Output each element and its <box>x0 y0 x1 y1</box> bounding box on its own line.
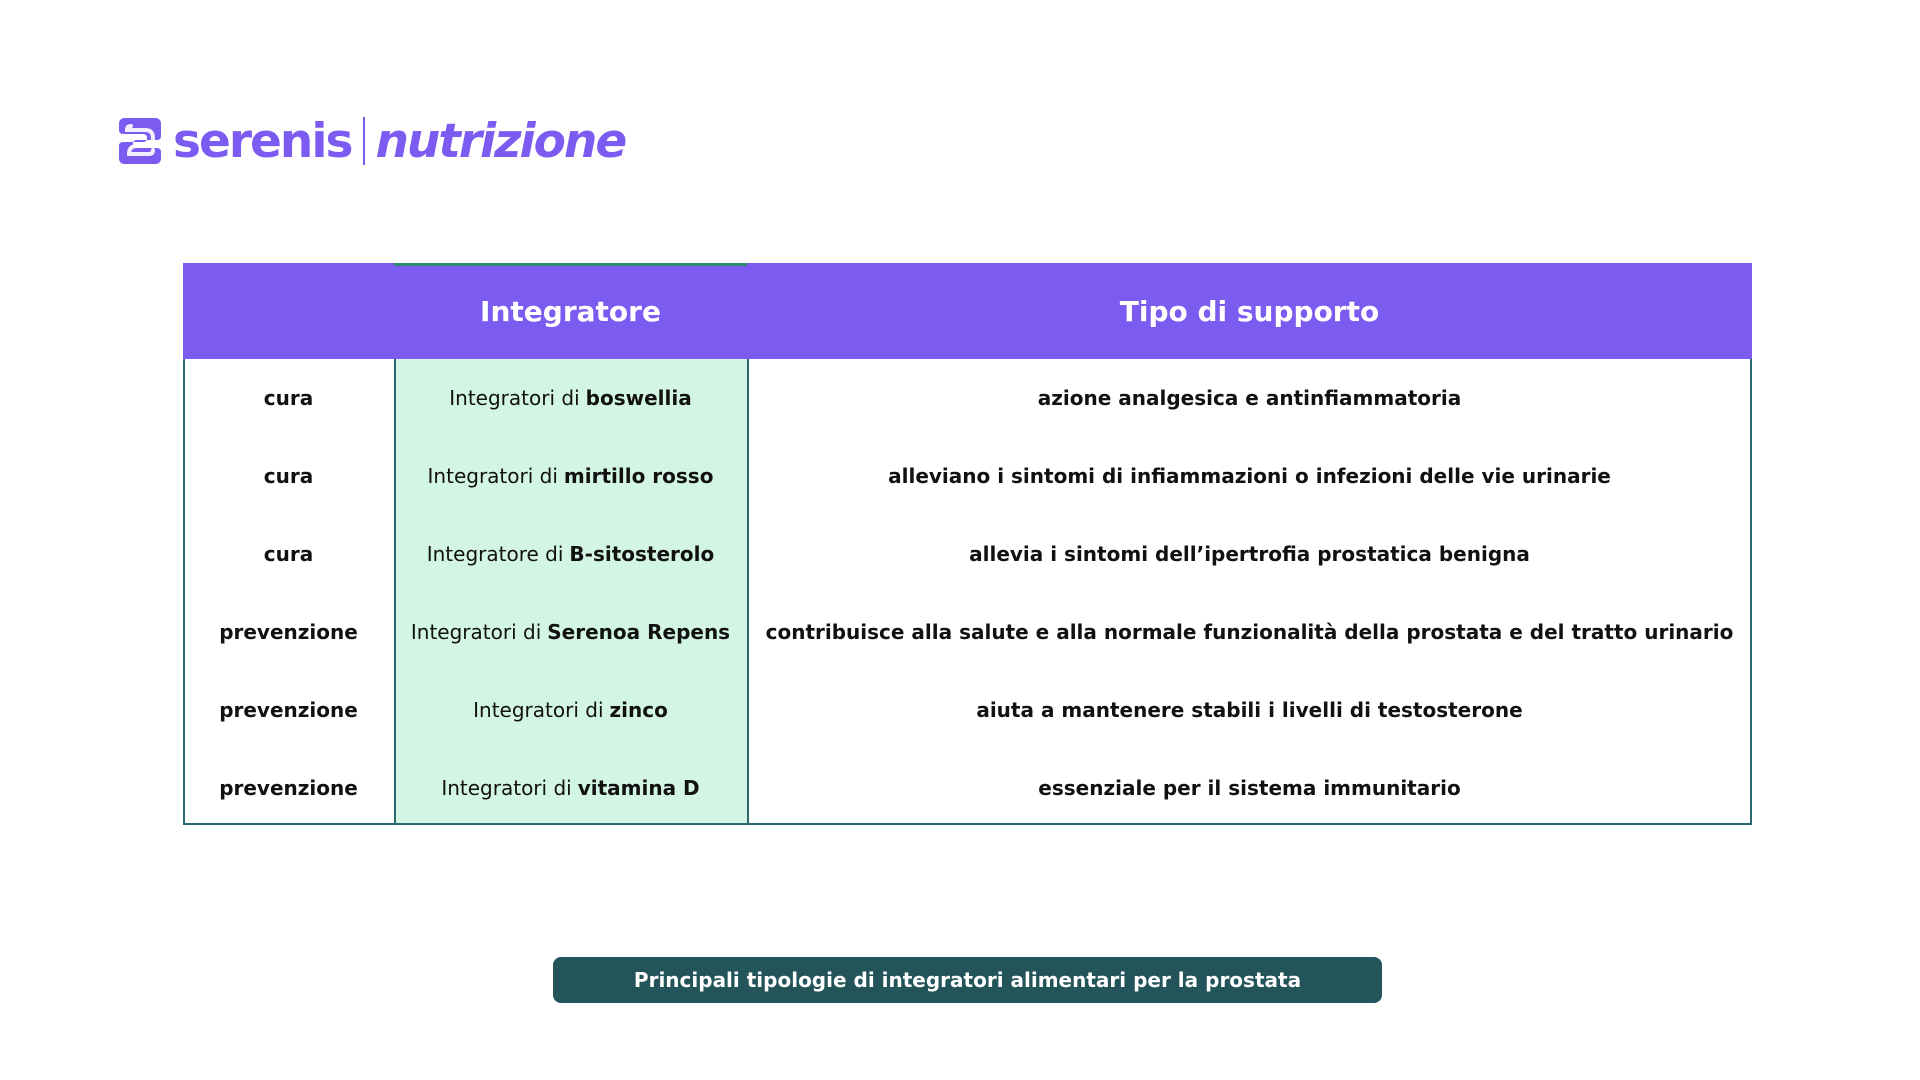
serenis-logo-icon <box>117 116 163 166</box>
table-caption: Principali tipologie di integratori alimentari per la prostata <box>553 957 1382 1003</box>
supplement-prefix: Integratori di <box>473 698 604 722</box>
row-support: aiuta a mantenere stabili i livelli di testosterone <box>976 698 1523 722</box>
table-row <box>183 515 1752 593</box>
row-support: contribuisce alla salute e alla normale funzionalità della prostata e del tratto urinario <box>765 620 1734 644</box>
column-highlight-top <box>394 263 747 266</box>
supplements-table <box>183 263 1752 825</box>
table-row <box>183 749 1752 827</box>
supplement-prefix: Integratori di <box>449 386 580 410</box>
table-row <box>183 671 1752 749</box>
supplement-prefix: Integratori di <box>410 620 542 644</box>
row-supplement <box>394 359 747 437</box>
row-category: cura <box>263 542 314 566</box>
header-category <box>183 263 394 359</box>
product-name: nutrizione <box>375 113 626 169</box>
supplement-name: B-sitosterolo <box>569 542 715 566</box>
supplement-prefix: Integratori di <box>427 464 558 488</box>
row-category: cura <box>263 464 314 488</box>
table-row <box>183 593 1752 671</box>
header-integratore: Integratore <box>480 294 661 328</box>
row-support: essenziale per il sistema immunitario <box>1038 776 1461 800</box>
row-category: prevenzione <box>219 698 358 722</box>
row-supplement <box>394 437 747 515</box>
brand-name: serenis <box>173 113 352 169</box>
row-supplement <box>394 671 747 749</box>
table-row <box>183 437 1752 515</box>
brand-logo <box>117 112 625 170</box>
supplement-prefix: Integratori di <box>441 776 572 800</box>
supplement-name: zinco <box>609 698 668 722</box>
row-supplement <box>394 749 747 827</box>
supplement-name: mirtillo rosso <box>563 464 714 488</box>
supplement-name: Serenoa Repens <box>547 620 731 644</box>
row-category: cura <box>263 386 314 410</box>
header-tipo-supporto: Tipo di supporto <box>1119 294 1380 328</box>
supplement-prefix: Integratore di <box>426 542 564 566</box>
supplement-name: vitamina D <box>577 776 700 800</box>
row-category: prevenzione <box>219 776 358 800</box>
supplement-name: boswellia <box>585 386 692 410</box>
logo-divider <box>363 117 365 165</box>
row-category: prevenzione <box>219 620 358 644</box>
row-supplement <box>394 515 747 593</box>
row-support: azione analgesica e antinfiammatoria <box>1037 386 1462 410</box>
table-row <box>183 359 1752 437</box>
row-support: alleviano i sintomi di infiammazioni o infezioni delle vie urinarie <box>888 464 1611 488</box>
row-support: allevia i sintomi dell’ipertrofia prostatica benigna <box>969 542 1530 566</box>
table-header <box>183 263 1752 359</box>
row-supplement <box>394 593 747 671</box>
